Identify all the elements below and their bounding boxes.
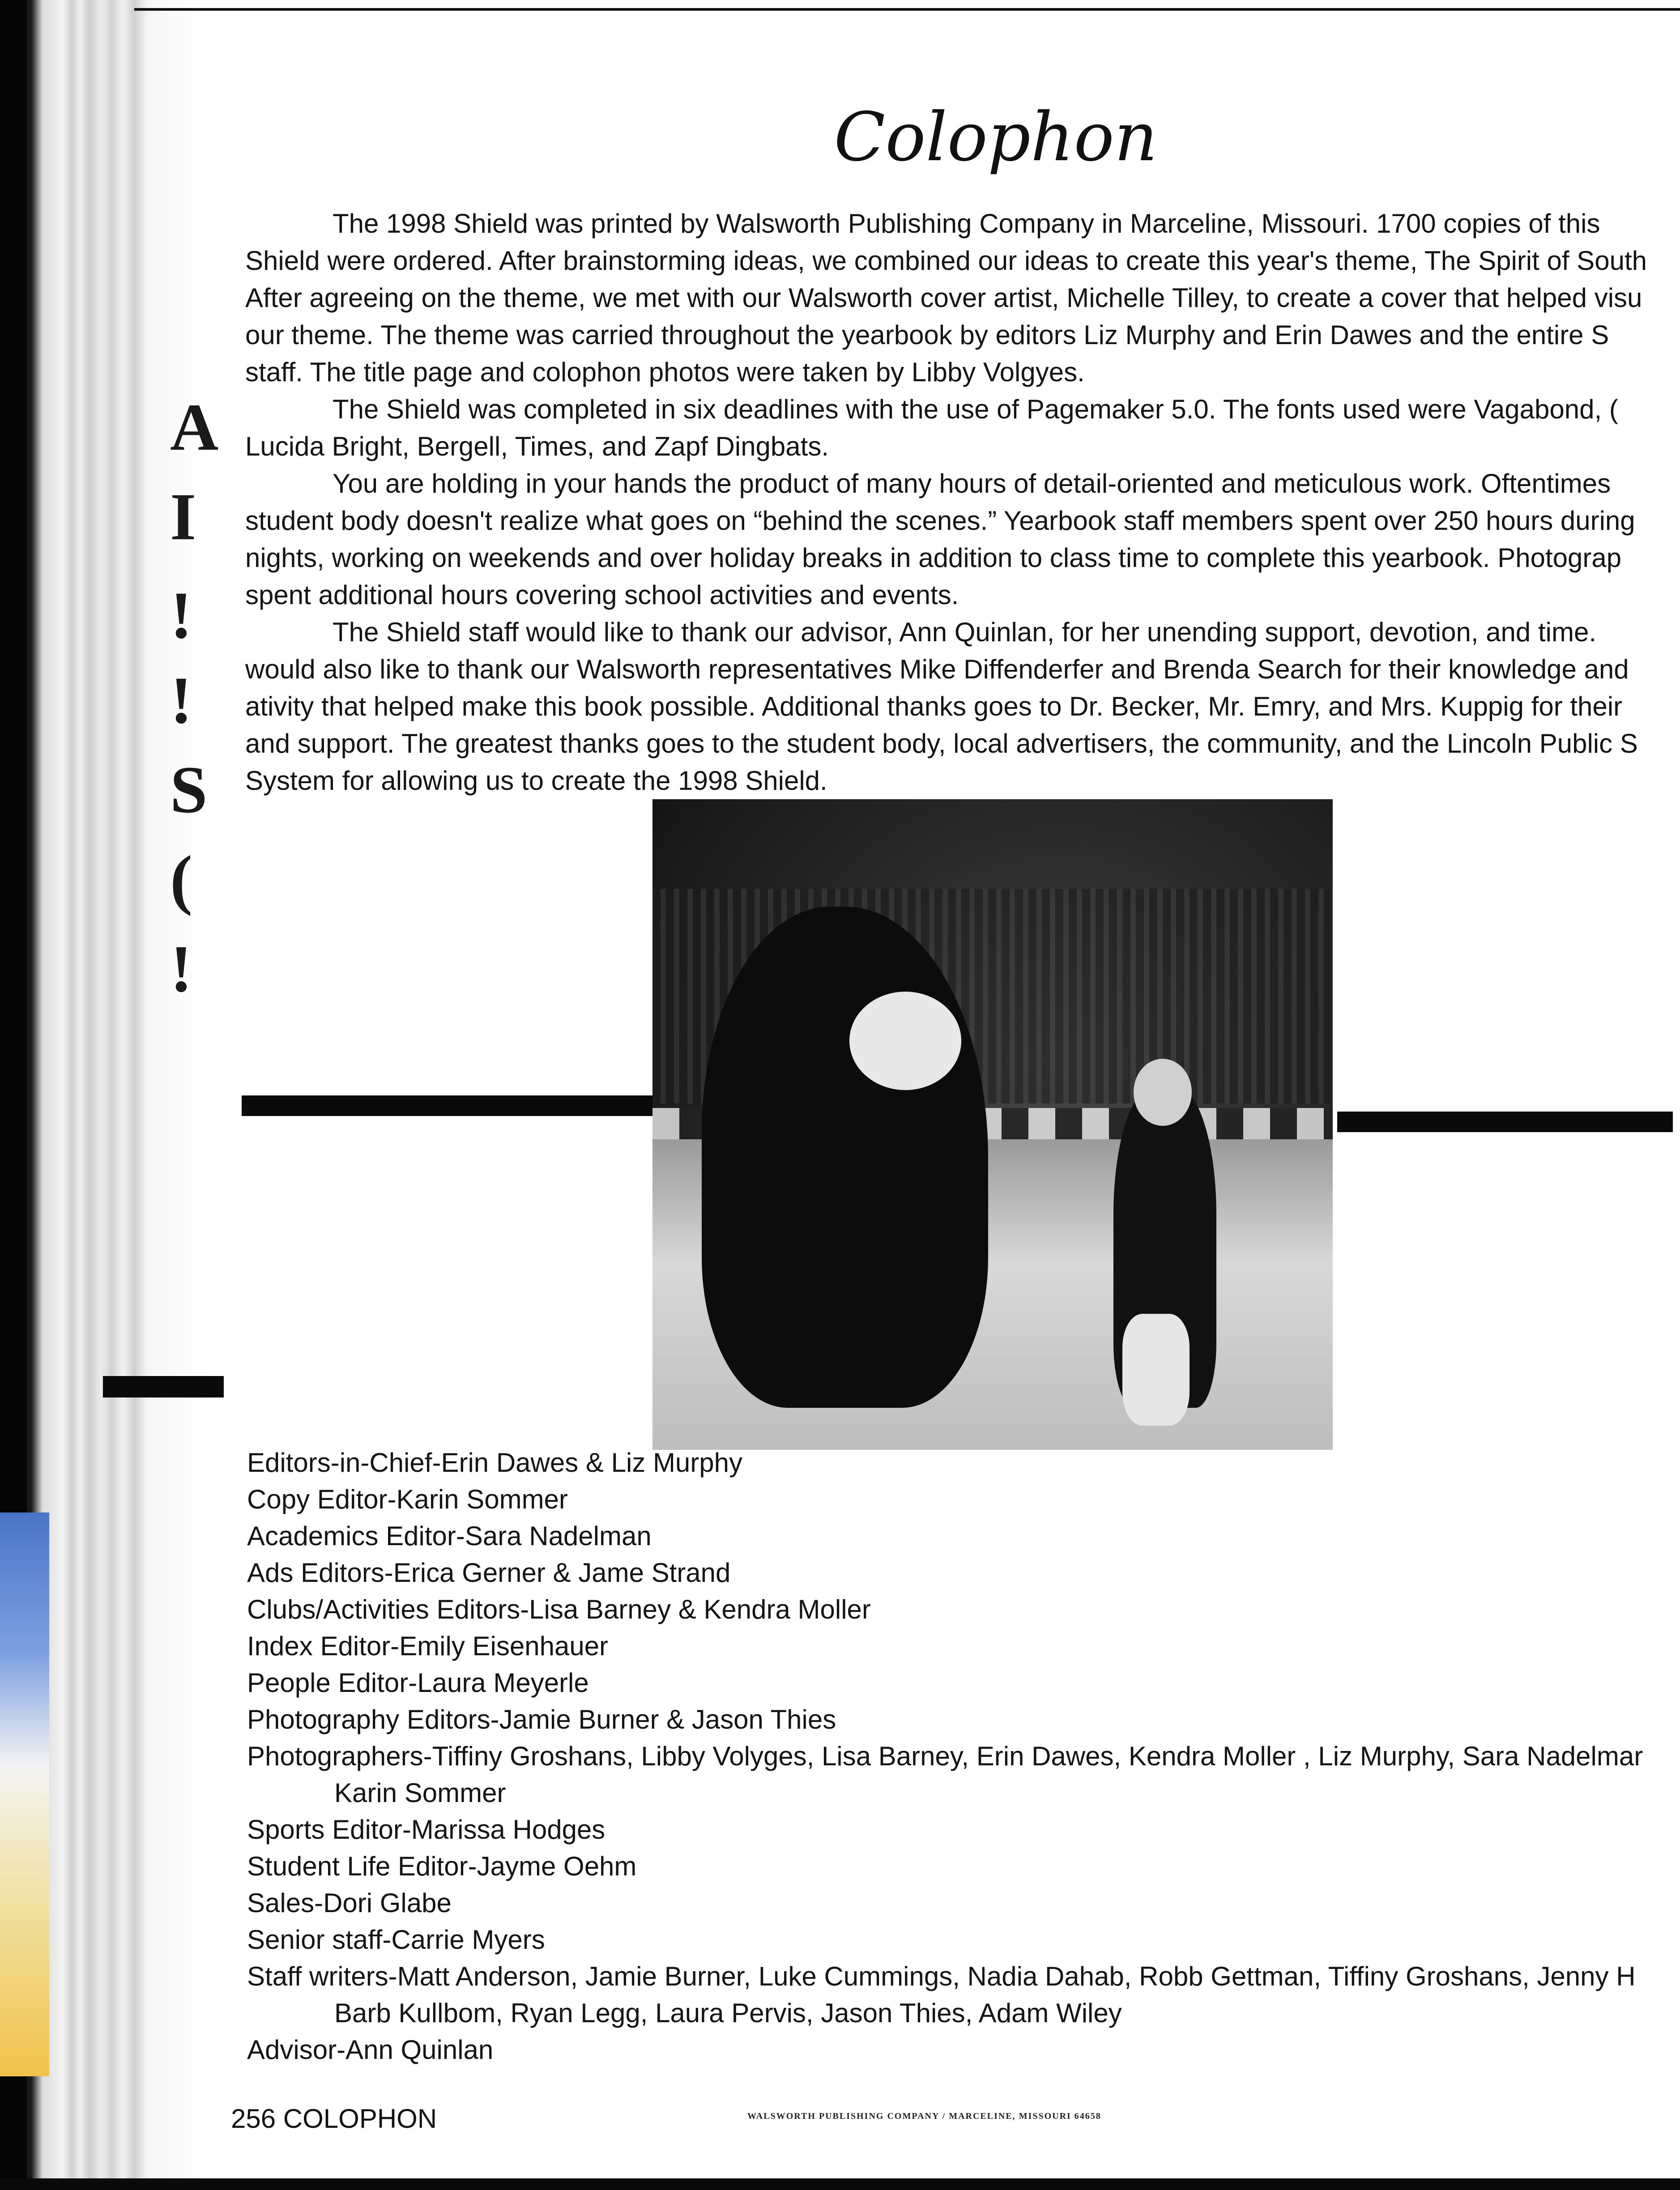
text-line: would also like to thank our Walsworth representatives Mike Diffenderfer and Brenda Search for their knowledge and <box>245 654 1629 684</box>
credit-line: Academics Editor-Sara Nadelman <box>247 1521 652 1551</box>
paragraph-work <box>245 465 1680 614</box>
page-folio: 256 COLOPHON <box>231 2104 437 2134</box>
staff-credits <box>247 1444 1679 2068</box>
text-line: our theme. The theme was carried throughout the yearbook by editors Liz Murphy and Erin Dawes and the entire S <box>245 320 1609 350</box>
ghost-glyph: ! <box>170 578 192 652</box>
ghost-glyph: ! <box>170 932 192 1006</box>
bottom-edge <box>0 2178 1680 2190</box>
credit-line: People Editor-Laura Meyerle <box>247 1668 589 1698</box>
credit-line-continued: Barb Kullbom, Ryan Legg, Laura Pervis, Jason Thies, Adam Wiley <box>334 1998 1122 2028</box>
credit-line: Senior staff-Carrie Myers <box>247 1925 545 1955</box>
credit-line: Staff writers-Matt Anderson, Jamie Burner, Luke Cummings, Nadia Dahab, Robb Gettman, Tiffiny Groshans, Jenny H <box>247 1961 1636 1991</box>
credit-line: Clubs/Activities Editors-Lisa Barney & Kendra Moller <box>247 1594 871 1624</box>
text-line: Shield were ordered. After brainstorming ideas, we combined our ideas to create this year's theme, The Spirit of South <box>245 246 1647 276</box>
credit-line: Student Life Editor-Jayme Oehm <box>247 1851 637 1881</box>
photo-cheerleader-leg <box>1122 1314 1190 1426</box>
credit-line: Photography Editors-Jamie Burner & Jason Thies <box>247 1704 836 1734</box>
text-line: Lucida Bright, Bergell, Times, and Zapf Dingbats. <box>245 431 829 461</box>
text-line: student body doesn't realize what goes on “behind the scenes.” Yearbook staff members spent over 250 hours during <box>245 506 1635 536</box>
top-rule <box>134 8 1680 11</box>
text-line: ativity that helped make this book possible. Additional thanks goes to Dr. Becker, Mr. Emry, and Mrs. Kuppig for their <box>245 691 1623 721</box>
credit-line-continued: Karin Sommer <box>334 1778 506 1808</box>
credit-line: Sales-Dori Glabe <box>247 1888 452 1918</box>
ghost-glyph: S <box>170 753 208 827</box>
text-line: The 1998 Shield was printed by Walsworth Publishing Company in Marceline, Missouri. 1700 copies of this <box>333 209 1600 239</box>
paragraph-thanks <box>245 614 1680 799</box>
ghost-glyph: ( <box>170 842 192 916</box>
photo-mascot <box>702 907 988 1408</box>
ghost-glyph: I <box>170 480 196 554</box>
text-line: nights, working on weekends and over holiday breaks in addition to class time to complete this yearbook. Photograp <box>245 543 1622 573</box>
printer-imprint: WALSWORTH PUBLISHING COMPANY / MARCELINE, MISSOURI 64658 <box>747 2111 1101 2121</box>
credit-line: Advisor-Ann Quinlan <box>247 2035 494 2065</box>
credit-line: Ads Editors-Erica Gerner & Jame Strand <box>247 1558 731 1588</box>
rule-bar-right <box>1337 1112 1673 1132</box>
text-line: The Shield was completed in six deadlines with the use of Pagemaker 5.0. The fonts used were Vagabond, ( <box>333 394 1618 424</box>
mascot-photo <box>652 799 1333 1450</box>
photo-mascot-face <box>849 992 961 1090</box>
photo-cheerleader-face <box>1134 1059 1192 1126</box>
credit-line: Sports Editor-Marissa Hodges <box>247 1815 605 1845</box>
credit-line: Editors-in-Chief-Erin Dawes & Liz Murphy <box>247 1448 743 1478</box>
text-line: and support. The greatest thanks goes to the student body, local advertisers, the community, and the Lincoln Public S <box>245 729 1638 758</box>
rule-bar-left <box>242 1095 653 1116</box>
ghost-glyph: ! <box>170 663 192 737</box>
page-title: Colophon <box>834 98 1158 176</box>
text-line: System for allowing us to create the 1998 Shield. <box>245 766 827 796</box>
paragraph-fonts <box>245 391 1680 465</box>
paragraph-printing <box>245 205 1680 391</box>
credit-line: Copy Editor-Karin Sommer <box>247 1484 568 1514</box>
text-line: After agreeing on the theme, we met with our Walsworth cover artist, Michelle Tilley, to create a cover that helped visu <box>245 283 1642 313</box>
credit-line: Photographers-Tiffiny Groshans, Libby Volyges, Lisa Barney, Erin Dawes, Kendra Moller , Liz Murphy, Sara Nadelmar <box>247 1741 1643 1771</box>
text-line: staff. The title page and colophon photos were taken by Libby Volgyes. <box>245 357 1085 387</box>
spine-color-edge <box>0 1513 49 2076</box>
text-line: The Shield staff would like to thank our advisor, Ann Quinlan, for her unending support, devotion, and time. <box>333 617 1596 647</box>
text-line: spent additional hours covering school activities and events. <box>245 580 959 610</box>
text-line: You are holding in your hands the product of many hours of detail-oriented and meticulous work. Oftentimes <box>333 469 1611 499</box>
credit-line: Index Editor-Emily Eisenhauer <box>247 1631 609 1661</box>
facing-page-bar <box>103 1376 224 1398</box>
ghost-glyph: A <box>170 390 219 464</box>
